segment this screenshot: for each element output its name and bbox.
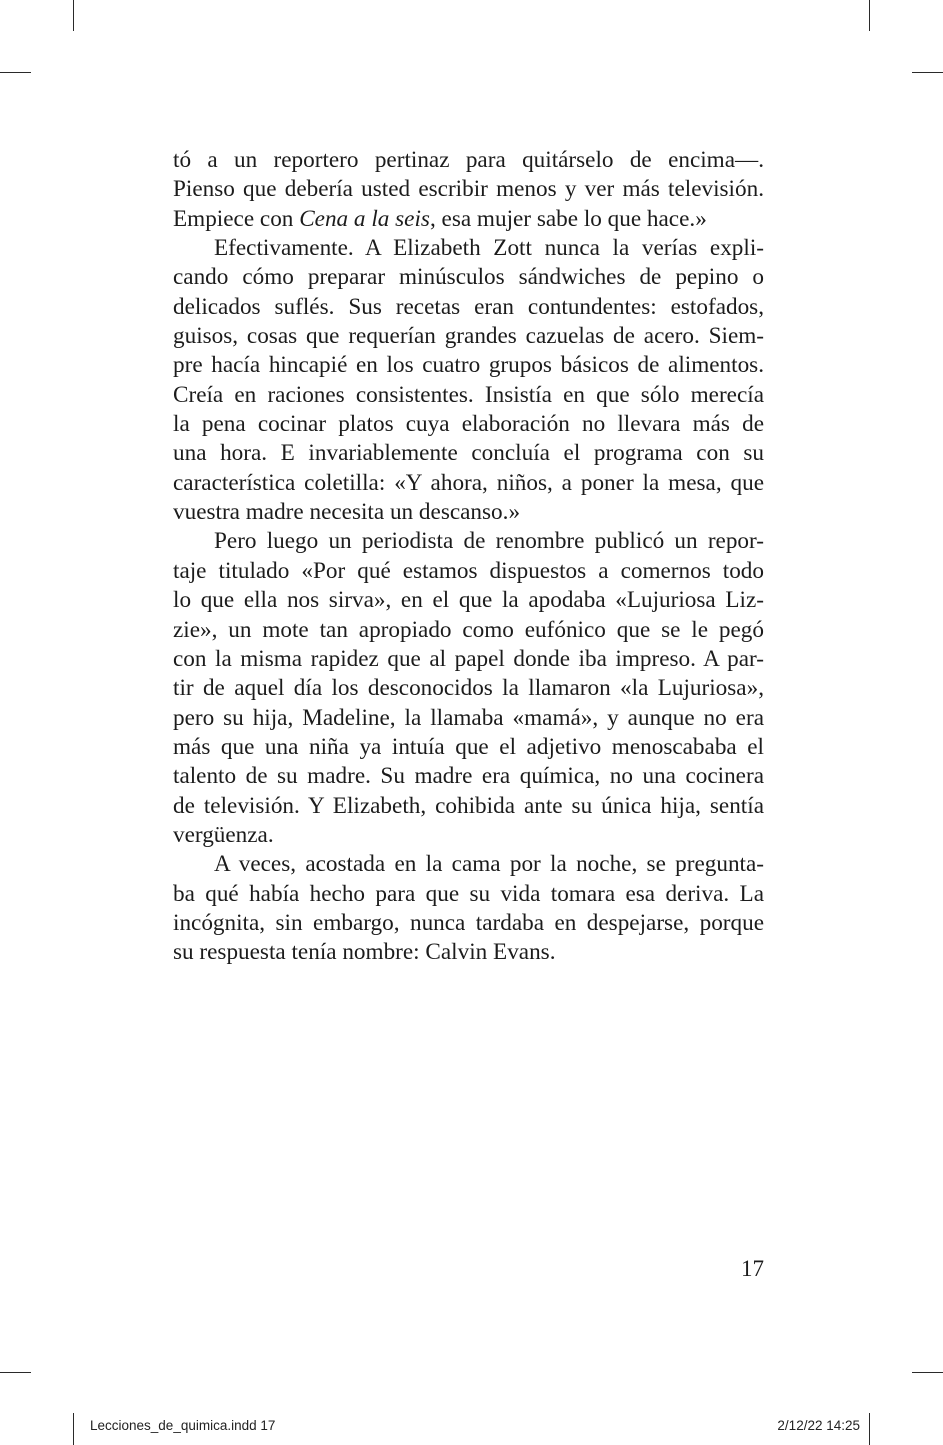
text-line: de televisión. Y Elizabeth, cohibida ante su única hija, sentía bbox=[173, 792, 764, 819]
text-line: característica coletilla: «Y ahora, niños, a poner la mesa, que bbox=[173, 469, 764, 496]
text-line: pre hacía hincapié en los cuatro grupos básicos de alimentos. bbox=[173, 352, 764, 379]
text-line: tó a un reportero pertinaz para quitárselo de encima—. bbox=[173, 147, 764, 173]
text-line: la pena cocinar platos cuya elaboración no llevara más de bbox=[173, 411, 764, 438]
slug-date: 2/12/22 14:25 bbox=[777, 1418, 860, 1433]
text-line: pero su hija, Madeline, la llamaba «mamá», y aunque no era bbox=[173, 704, 764, 731]
text-line: cando cómo preparar minúsculos sándwiches de pepino o bbox=[173, 264, 764, 291]
text-line: una hora. E invariablemente concluía el programa con su bbox=[173, 440, 764, 467]
text-line: Pero luego un periodista de renombre publicó un repor- bbox=[214, 528, 764, 555]
text-line: taje titulado «Por qué estamos dispuestos a comernos todo bbox=[173, 557, 764, 584]
text-line: talento de su madre. Su madre era química, no una cocinera bbox=[173, 763, 764, 790]
body-text bbox=[173, 146, 764, 968]
crop-mark-right-bottom bbox=[912, 1372, 943, 1373]
text-line: tir de aquel día los desconocidos la llamaron «la Lujuriosa», bbox=[173, 675, 764, 702]
crop-mark-left-bottom bbox=[0, 1372, 31, 1373]
slug-filename: Lecciones_de_quimica.indd 17 bbox=[90, 1418, 276, 1433]
text-line: vergüenza. bbox=[173, 821, 274, 848]
crop-mark-top-right bbox=[869, 0, 870, 31]
page-number: 17 bbox=[741, 1256, 764, 1281]
text-line: Creía en raciones consistentes. Insistía en que sólo merecía bbox=[173, 381, 764, 408]
text-line: delicados suflés. Sus recetas eran contundentes: estofados, bbox=[173, 293, 764, 320]
crop-mark-bottom-left bbox=[73, 1413, 74, 1445]
text-line: zie», un mote tan apropiado como eufónico que se le pegó bbox=[173, 616, 764, 643]
text-line: Pienso que debería usted escribir menos y ver más televisión. bbox=[173, 176, 764, 203]
text-line: ba qué había hecho para que su vida tomara esa deriva. La bbox=[173, 880, 764, 907]
text-segment: , esa mujer sabe lo que hace.» bbox=[429, 205, 707, 232]
text-line: más que una niña ya intuía que el adjetivo menoscababa el bbox=[173, 733, 764, 760]
text-line: su respuesta tenía nombre: Calvin Evans. bbox=[173, 939, 556, 966]
text-line bbox=[173, 205, 764, 234]
text-line: incógnita, sin embargo, nunca tardaba en despejarse, porque bbox=[173, 909, 764, 936]
crop-mark-left-top bbox=[0, 72, 31, 73]
text-line: guisos, cosas que requerían grandes cazuelas de acero. Siem- bbox=[173, 323, 764, 350]
text-line: Efectivamente. A Elizabeth Zott nunca la verías expli- bbox=[214, 235, 764, 262]
crop-mark-top-left bbox=[73, 0, 74, 31]
crop-mark-bottom-right bbox=[869, 1413, 870, 1445]
text-line: A veces, acostada en la cama por la noche, se pregunta- bbox=[214, 851, 764, 878]
crop-mark-right-top bbox=[912, 72, 943, 73]
text-line: lo que ella nos sirva», en el que la apodaba «Lujuriosa Liz- bbox=[173, 587, 764, 614]
text-segment: Empiece con bbox=[173, 205, 300, 232]
book-title-italic: Cena a la seis bbox=[299, 205, 430, 232]
text-line: con la misma rapidez que al papel donde iba impreso. A par- bbox=[173, 645, 764, 672]
text-line: vuestra madre necesita un descanso.» bbox=[173, 499, 521, 526]
